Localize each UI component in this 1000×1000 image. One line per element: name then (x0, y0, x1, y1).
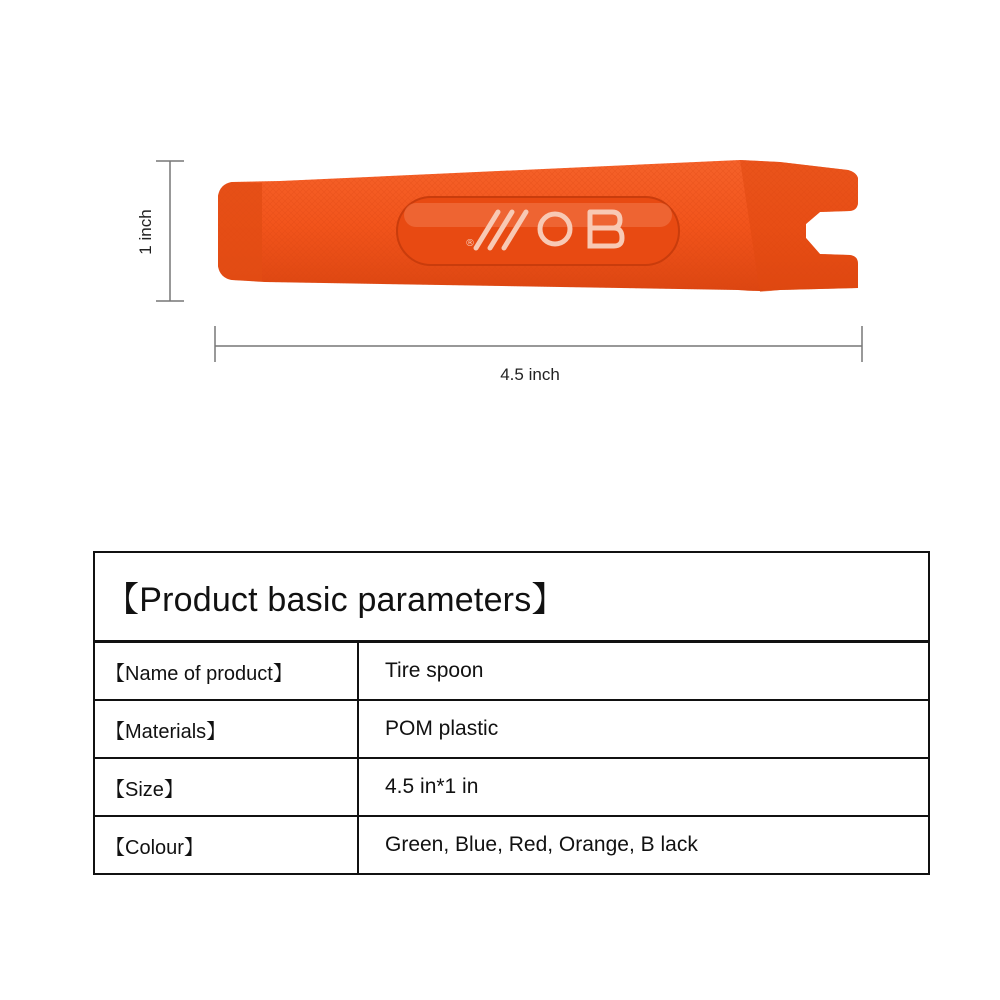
table-row (95, 643, 928, 701)
length-dimension-label: 4.5 inch (500, 365, 560, 384)
param-name-value: Tire spoon (385, 659, 484, 682)
param-materials-value: POM plastic (385, 717, 499, 740)
height-dimension-line (156, 161, 184, 301)
param-colour-label: 【Colour】 (95, 817, 359, 873)
length-dimension-line (215, 326, 862, 362)
param-size-value: 4.5 in*1 in (385, 775, 479, 798)
parameters-table (93, 551, 930, 875)
param-size-label: 【Size】 (95, 759, 359, 815)
height-dimension-label: 1 inch (136, 209, 155, 255)
param-colour-value: Green, Blue, Red, Orange, B lack (385, 833, 698, 856)
table-row (95, 817, 928, 873)
product-image-area (0, 0, 1000, 420)
param-name-label: 【Name of product】 (95, 643, 359, 699)
table-title: 【Product basic parameters】 (95, 553, 928, 643)
svg-text:®: ® (465, 238, 475, 249)
param-materials-label: 【Materials】 (95, 701, 359, 757)
table-row (95, 759, 928, 817)
table-row (95, 701, 928, 759)
tire-lever (218, 160, 858, 292)
